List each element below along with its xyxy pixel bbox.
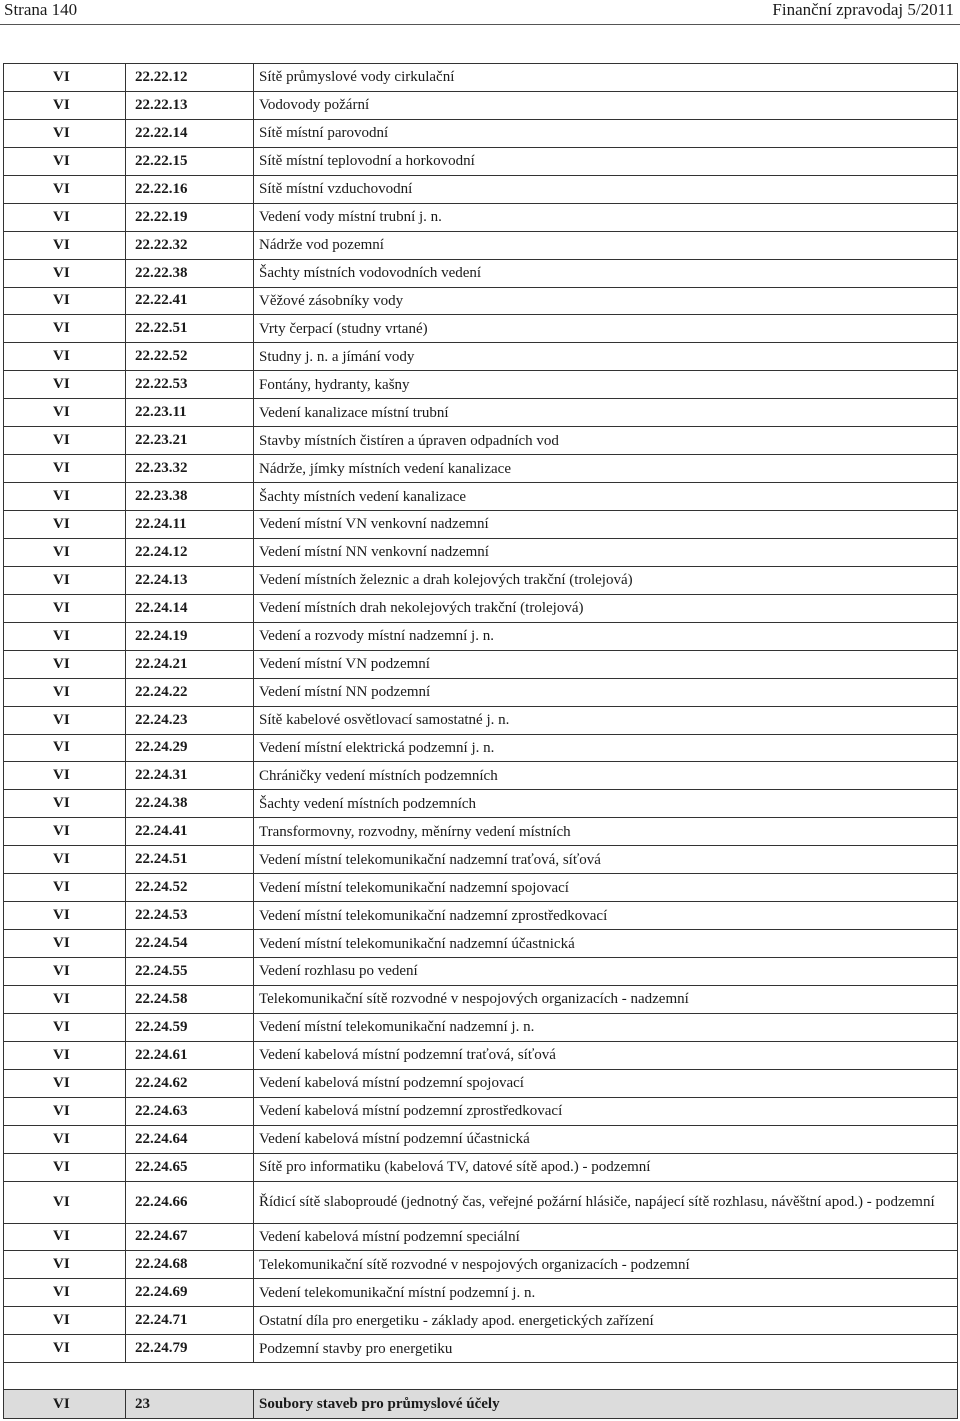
code-cell: 22.22.19 [126, 203, 254, 231]
classification-table [3, 63, 958, 1419]
code-cell: 22.24.21 [126, 650, 254, 678]
description-cell: Sítě kabelové osvětlovací samostatné j. n. [254, 706, 958, 734]
description-cell: Vedení a rozvody místní nadzemní j. n. [254, 622, 958, 650]
class-cell: VI [4, 958, 126, 986]
description-cell: Vedení vody místní trubní j. n. [254, 203, 958, 231]
class-cell: VI [4, 846, 126, 874]
table-row [4, 1181, 958, 1223]
code-cell: 22.22.12 [126, 64, 254, 92]
table-row [4, 790, 958, 818]
description-cell: Věžové zásobníky vody [254, 287, 958, 315]
description-cell: Vodovody požární [254, 91, 958, 119]
class-cell: VI [4, 678, 126, 706]
class-cell: VI [4, 483, 126, 511]
page-header [0, 0, 960, 24]
table-row [4, 678, 958, 706]
code-cell: 22.23.11 [126, 399, 254, 427]
code-cell: 22.24.66 [126, 1181, 254, 1223]
description-cell: Vedení kanalizace místní trubní [254, 399, 958, 427]
table-row [4, 371, 958, 399]
code-cell: 22.24.63 [126, 1097, 254, 1125]
code-cell: 22.24.23 [126, 706, 254, 734]
code-cell: 22.24.38 [126, 790, 254, 818]
table-row [4, 902, 958, 930]
description-cell: Telekomunikační sítě rozvodné v nespojových organizacích - nadzemní [254, 985, 958, 1013]
description-cell: Chráničky vedení místních podzemních [254, 762, 958, 790]
table-row [4, 818, 958, 846]
description-cell: Sítě pro informatiku (kabelová TV, datové sítě apod.) - podzemní [254, 1153, 958, 1181]
table-body [4, 64, 958, 1419]
class-cell: VI [4, 1335, 126, 1363]
description-cell: Vedení místní telekomunikační nadzemní traťová, síťová [254, 846, 958, 874]
table-row [4, 119, 958, 147]
class-cell: VI [4, 343, 126, 371]
publication-title: Finanční zpravodaj 5/2011 [772, 0, 954, 19]
class-cell: VI [4, 1097, 126, 1125]
class-cell: VI [4, 371, 126, 399]
table-row [4, 874, 958, 902]
code-cell: 22.24.65 [126, 1153, 254, 1181]
description-cell: Šachty místních vedení kanalizace [254, 483, 958, 511]
code-cell: 22.22.52 [126, 343, 254, 371]
description-cell: Nádrže, jímky místních vedení kanalizace [254, 455, 958, 483]
class-cell: VI [4, 1125, 126, 1153]
table-row [4, 399, 958, 427]
description-cell: Vedení místní telekomunikační nadzemní spojovací [254, 874, 958, 902]
class-cell: VI [4, 930, 126, 958]
class-cell: VI [4, 1013, 126, 1041]
code-cell: 22.24.41 [126, 818, 254, 846]
code-cell: 22.24.12 [126, 538, 254, 566]
description-cell: Vedení místní telekomunikační nadzemní účastnická [254, 930, 958, 958]
table-row [4, 1041, 958, 1069]
table-row [4, 1279, 958, 1307]
description-cell: Vedení telekomunikační místní podzemní j. n. [254, 1279, 958, 1307]
class-cell: VI [4, 762, 126, 790]
class-cell: VI [4, 902, 126, 930]
table-row [4, 203, 958, 231]
header-divider [0, 24, 960, 25]
description-cell: Nádrže vod pozemní [254, 231, 958, 259]
table-row [4, 1013, 958, 1041]
table-row [4, 846, 958, 874]
code-cell: 22.24.31 [126, 762, 254, 790]
table-row [4, 1335, 958, 1363]
class-cell: VI [4, 511, 126, 539]
class-cell: VI [4, 175, 126, 203]
class-cell: VI [4, 1069, 126, 1097]
table-row [4, 1069, 958, 1097]
table-row [4, 1251, 958, 1279]
class-cell: VI [4, 1279, 126, 1307]
table-row [4, 147, 958, 175]
table-row [4, 175, 958, 203]
code-cell: 22.24.54 [126, 930, 254, 958]
class-cell: VI [4, 259, 126, 287]
class-cell: VI [4, 64, 126, 92]
table-row [4, 259, 958, 287]
code-cell: 22.24.62 [126, 1069, 254, 1097]
class-cell: VI [4, 287, 126, 315]
code-cell: 22.24.58 [126, 985, 254, 1013]
table-row [4, 538, 958, 566]
code-cell: 22.24.53 [126, 902, 254, 930]
summary-code-cell: 23 [126, 1390, 254, 1419]
table-row [4, 511, 958, 539]
description-cell: Telekomunikační sítě rozvodné v nespojových organizacích - podzemní [254, 1251, 958, 1279]
class-cell: VI [4, 985, 126, 1013]
spacer-row [4, 1363, 958, 1390]
description-cell: Sítě místní teplovodní a horkovodní [254, 147, 958, 175]
table-row [4, 985, 958, 1013]
class-cell: VI [4, 1041, 126, 1069]
class-cell: VI [4, 622, 126, 650]
table-row [4, 958, 958, 986]
page-number: Strana 140 [4, 0, 78, 19]
class-cell: VI [4, 231, 126, 259]
class-cell: VI [4, 203, 126, 231]
class-cell: VI [4, 790, 126, 818]
code-cell: 22.23.21 [126, 427, 254, 455]
table-row [4, 566, 958, 594]
description-cell: Vedení místní telekomunikační nadzemní zprostředkovací [254, 902, 958, 930]
code-cell: 22.24.14 [126, 594, 254, 622]
description-cell: Vedení kabelová místní podzemní zprostředkovací [254, 1097, 958, 1125]
code-cell: 22.24.71 [126, 1307, 254, 1335]
code-cell: 22.23.32 [126, 455, 254, 483]
description-cell: Vedení místní telekomunikační nadzemní j. n. [254, 1013, 958, 1041]
table-row [4, 650, 958, 678]
table-row [4, 455, 958, 483]
summary-row [4, 1390, 958, 1419]
description-cell: Ostatní díla pro energetiku - základy apod. energetických zařízení [254, 1307, 958, 1335]
code-cell: 22.22.38 [126, 259, 254, 287]
class-cell: VI [4, 538, 126, 566]
class-cell: VI [4, 566, 126, 594]
description-cell: Studny j. n. a jímání vody [254, 343, 958, 371]
code-cell: 22.24.22 [126, 678, 254, 706]
code-cell: 22.24.61 [126, 1041, 254, 1069]
description-cell: Vedení místní NN podzemní [254, 678, 958, 706]
code-cell: 22.22.32 [126, 231, 254, 259]
table-row [4, 1125, 958, 1153]
code-cell: 22.24.13 [126, 566, 254, 594]
table-row [4, 287, 958, 315]
description-cell: Vrty čerpací (studny vrtané) [254, 315, 958, 343]
code-cell: 22.24.55 [126, 958, 254, 986]
description-cell: Vedení místních železnic a drah kolejových trakční (trolejová) [254, 566, 958, 594]
code-cell: 22.22.51 [126, 315, 254, 343]
description-cell: Sítě místní parovodní [254, 119, 958, 147]
description-cell: Vedení rozhlasu po vedení [254, 958, 958, 986]
description-cell: Vedení místní VN venkovní nadzemní [254, 511, 958, 539]
table-row [4, 622, 958, 650]
description-cell: Vedení místní NN venkovní nadzemní [254, 538, 958, 566]
description-cell: Šachty místních vodovodních vedení [254, 259, 958, 287]
class-cell: VI [4, 1153, 126, 1181]
class-cell: VI [4, 734, 126, 762]
class-cell: VI [4, 315, 126, 343]
description-cell: Sítě průmyslové vody cirkulační [254, 64, 958, 92]
table-row [4, 706, 958, 734]
code-cell: 22.24.68 [126, 1251, 254, 1279]
description-cell: Sítě místní vzduchovodní [254, 175, 958, 203]
class-cell: VI [4, 1181, 126, 1223]
code-cell: 22.22.14 [126, 119, 254, 147]
table-row [4, 1153, 958, 1181]
description-cell: Stavby místních čistíren a úpraven odpadních vod [254, 427, 958, 455]
table-row [4, 930, 958, 958]
table-row [4, 315, 958, 343]
summary-description-cell: Soubory staveb pro průmyslové účely [254, 1390, 958, 1419]
code-cell: 22.24.59 [126, 1013, 254, 1041]
description-cell: Vedení kabelová místní podzemní spojovací [254, 1069, 958, 1097]
table-row [4, 1223, 958, 1251]
code-cell: 22.24.67 [126, 1223, 254, 1251]
table-row [4, 343, 958, 371]
code-cell: 22.24.11 [126, 511, 254, 539]
description-cell: Vedení kabelová místní podzemní traťová, síťová [254, 1041, 958, 1069]
table-row [4, 1307, 958, 1335]
code-cell: 22.24.29 [126, 734, 254, 762]
description-cell: Vedení kabelová místní podzemní účastnická [254, 1125, 958, 1153]
description-cell: Podzemní stavby pro energetiku [254, 1335, 958, 1363]
class-cell: VI [4, 1223, 126, 1251]
description-cell: Transformovny, rozvodny, měnírny vedení místních [254, 818, 958, 846]
table-row [4, 91, 958, 119]
code-cell: 22.24.69 [126, 1279, 254, 1307]
description-cell: Fontány, hydranty, kašny [254, 371, 958, 399]
class-cell: VI [4, 650, 126, 678]
code-cell: 22.24.19 [126, 622, 254, 650]
table-row [4, 762, 958, 790]
class-cell: VI [4, 119, 126, 147]
table-row [4, 231, 958, 259]
class-cell: VI [4, 874, 126, 902]
code-cell: 22.23.38 [126, 483, 254, 511]
class-cell: VI [4, 455, 126, 483]
description-cell: Vedení místních drah nekolejových trakční (trolejová) [254, 594, 958, 622]
class-cell: VI [4, 399, 126, 427]
code-cell: 22.22.13 [126, 91, 254, 119]
table-row [4, 427, 958, 455]
description-cell: Vedení místní elektrická podzemní j. n. [254, 734, 958, 762]
description-cell: Vedení kabelová místní podzemní speciální [254, 1223, 958, 1251]
code-cell: 22.22.41 [126, 287, 254, 315]
class-cell: VI [4, 147, 126, 175]
code-cell: 22.22.16 [126, 175, 254, 203]
description-cell: Řídicí sítě slaboproudé (jednotný čas, veřejné požární hlásiče, napájecí sítě rozhlasu, návěštní apod.) - podzemní [254, 1181, 958, 1223]
code-cell: 22.22.53 [126, 371, 254, 399]
table-row [4, 64, 958, 92]
class-cell: VI [4, 1307, 126, 1335]
class-cell: VI [4, 818, 126, 846]
class-cell: VI [4, 706, 126, 734]
code-cell: 22.24.52 [126, 874, 254, 902]
class-cell: VI [4, 1251, 126, 1279]
code-cell: 22.24.79 [126, 1335, 254, 1363]
code-cell: 22.24.51 [126, 846, 254, 874]
summary-class-cell: VI [4, 1390, 126, 1419]
spacer-cell [4, 1363, 958, 1390]
class-cell: VI [4, 91, 126, 119]
table-row [4, 734, 958, 762]
code-cell: 22.22.15 [126, 147, 254, 175]
description-cell: Vedení místní VN podzemní [254, 650, 958, 678]
code-cell: 22.24.64 [126, 1125, 254, 1153]
class-cell: VI [4, 594, 126, 622]
table-row [4, 1097, 958, 1125]
table-row [4, 594, 958, 622]
table-row [4, 483, 958, 511]
class-cell: VI [4, 427, 126, 455]
description-cell: Šachty vedení místních podzemních [254, 790, 958, 818]
